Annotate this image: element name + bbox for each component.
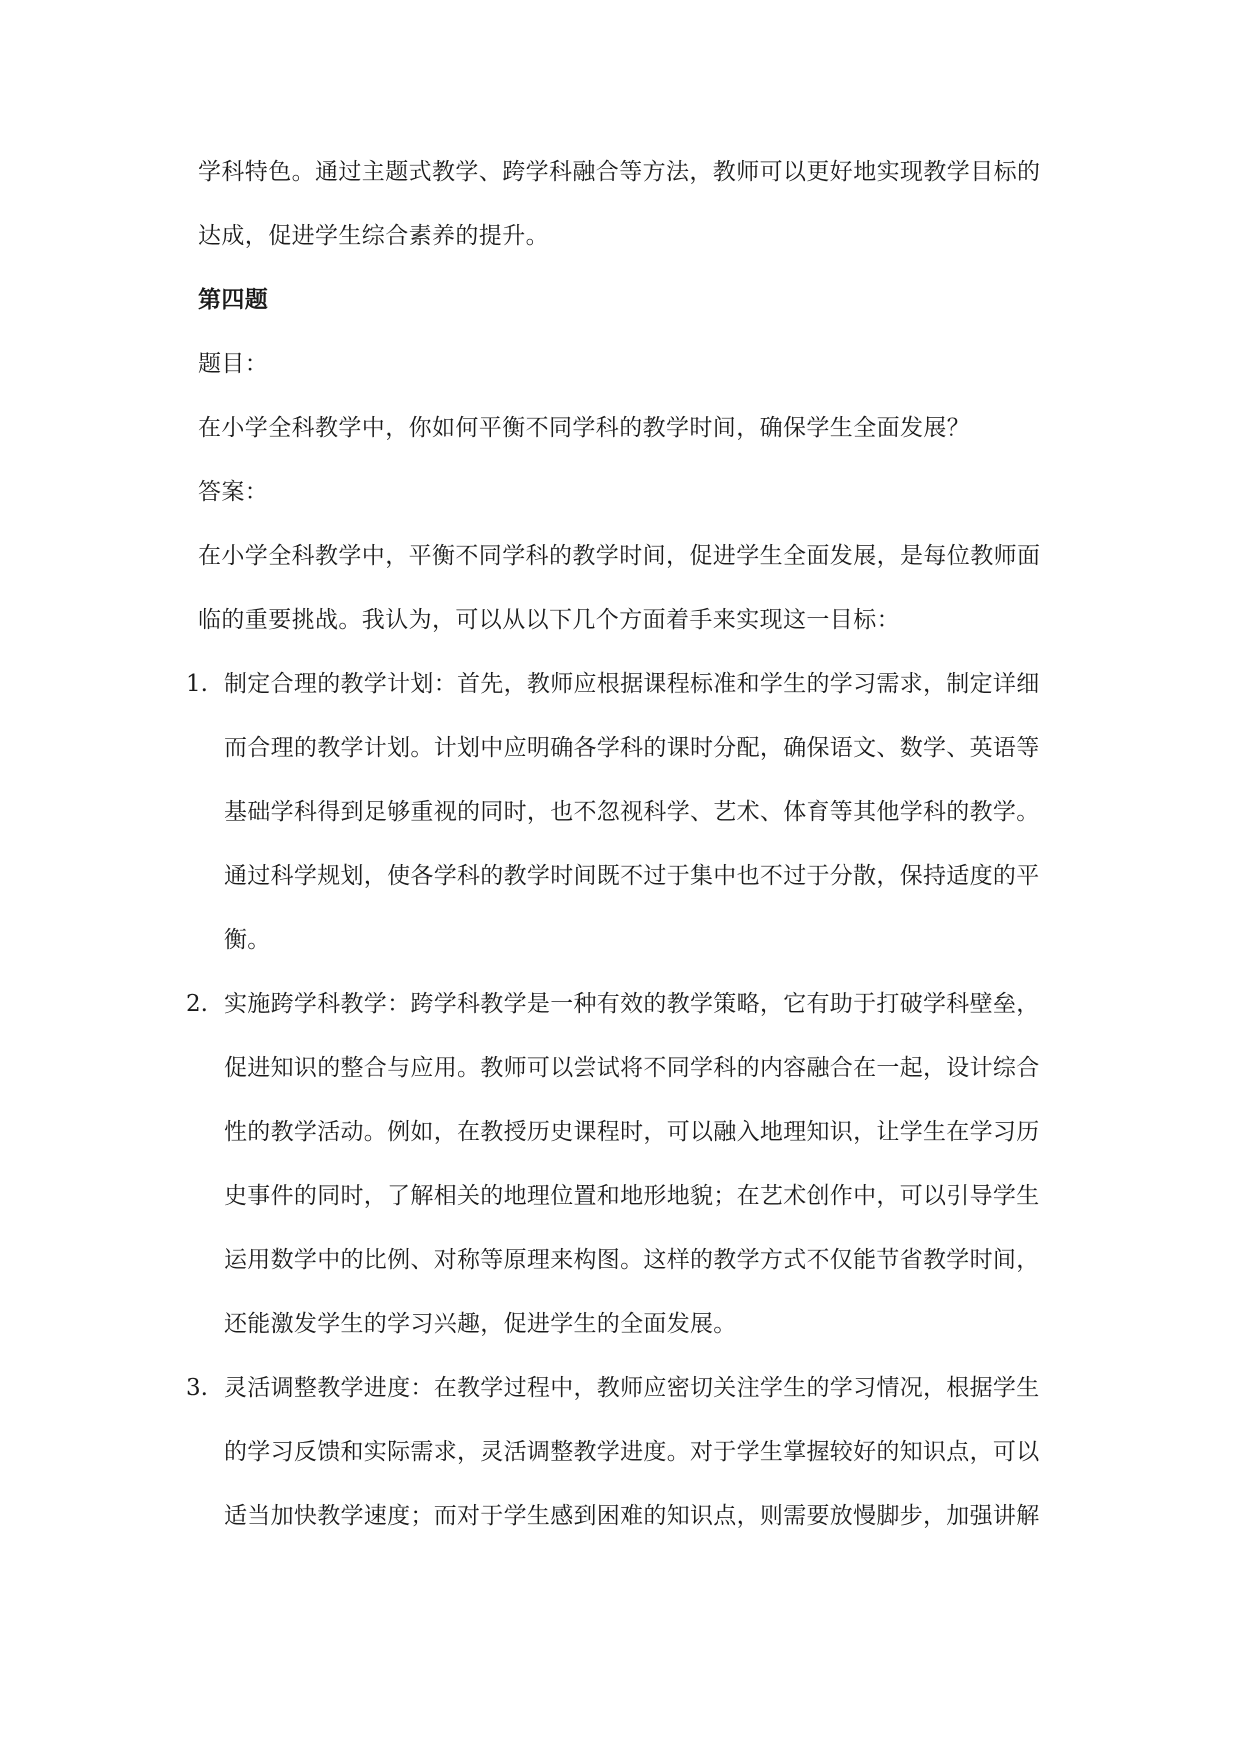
list-item-line: 实施跨学科教学：跨学科教学是一种有效的教学策略，它有助于打破学科壁垒， [224,991,1040,1017]
list-item [186,972,1078,1356]
list-marker: 2. [186,991,208,1017]
intro-line: 学科特色。通过主题式教学、跨学科融合等方法，教师可以更好地实现教学目标的 [198,159,1041,185]
list-item-line: 灵活调整教学进度：在教学过程中，教师应密切关注学生的学习情况，根据学生 [224,1375,1040,1401]
intro-line: 达成，促进学生综合素养的提升。 [198,223,549,249]
list-item-line: 运用数学中的比例、对称等原理来构图。这样的教学方式不仅能节省教学时间， [224,1247,1040,1273]
answer-intro-line: 在小学全科教学中，平衡不同学科的教学时间，促进学生全面发展，是每位教师面 [198,543,1041,569]
list-item-line: 基础学科得到足够重视的同时，也不忽视科学、艺术、体育等其他学科的教学。 [224,799,1040,825]
list-item-line: 的学习反馈和实际需求，灵活调整教学进度。对于学生掌握较好的知识点，可以 [224,1439,1040,1465]
list-marker: 3. [186,1375,208,1401]
answer-intro-line: 临的重要挑战。我认为，可以从以下几个方面着手来实现这一目标： [198,607,900,633]
list-item-line: 通过科学规划，使各学科的教学时间既不过于集中也不过于分散，保持适度的平 [224,863,1040,889]
list-item-line: 性的教学活动。例如，在教授历史课程时，可以融入地理知识，让学生在学习历 [224,1119,1040,1145]
list-item-line: 适当加快教学速度；而对于学生感到困难的知识点，则需要放慢脚步，加强讲解 [224,1503,1040,1529]
list-item-line: 促进知识的整合与应用。教师可以尝试将不同学科的内容融合在一起，设计综合 [224,1055,1040,1081]
list-item-line: 制定合理的教学计划：首先，教师应根据课程标准和学生的学习需求，制定详细 [224,671,1040,697]
list-marker: 1. [186,671,208,697]
answer-label: 答案： [198,479,269,505]
list-item-line: 史事件的同时，了解相关的地理位置和地形地貌；在艺术创作中，可以引导学生 [224,1183,1040,1209]
question-text: 在小学全科教学中，你如何平衡不同学科的教学时间，确保学生全面发展？ [198,415,971,441]
document-page [186,140,1078,1548]
list-item [186,652,1078,972]
question-label: 题目： [198,351,269,377]
list-item-line: 衡。 [224,927,271,953]
list-item-line: 还能激发学生的学习兴趣，促进学生的全面发展。 [224,1311,737,1337]
section-heading: 第四题 [198,286,269,313]
list-item [186,1356,1078,1548]
list-item-line: 而合理的教学计划。计划中应明确各学科的课时分配，确保语文、数学、英语等 [224,735,1040,761]
